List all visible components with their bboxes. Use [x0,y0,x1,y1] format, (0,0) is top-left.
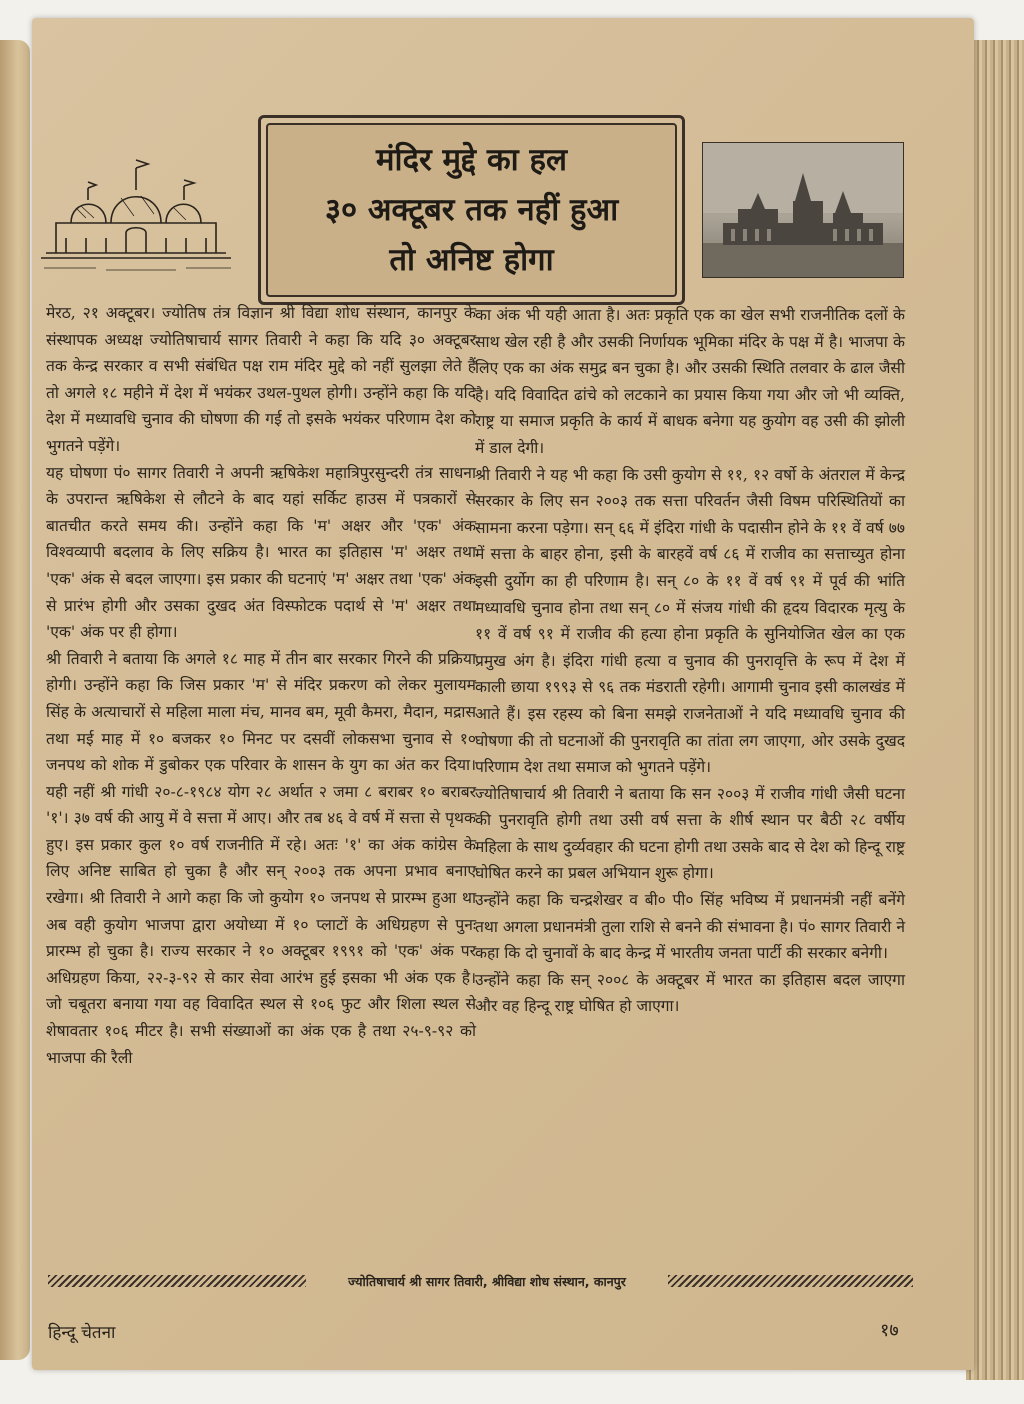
credit-hatch-right [668,1275,913,1287]
temple-model-photo [702,142,904,278]
credit-bar [48,1272,913,1290]
headline-line-3: तो अनिष्ट होगा [389,242,554,278]
article-credit: ज्योतिषाचार्य श्री सागर तिवारी, श्रीविद्या शोध संस्थान, कानपुर [348,1273,626,1289]
temple-sketch-illustration [36,128,236,278]
article-column-left: मेरठ, २१ अक्टूबर। ज्योतिष तंत्र विज्ञान श्री विद्या शोध संस्थान, कानपुर के संस्थापक अध्यक्ष ज्योतिषाचार्य सागर तिवारी ने कहा कि यदि ३० अक्टूबर तक केन्द्र सरकार व सभी संबंधित पक्ष राम मंदिर मुद्दे को नहीं सुलझा लेते हैं तो अगले १८ महीने में देश में भयंकर उथल-पुथल होगी। उन्होंने कहा कि यदि देश में मध्यावधि चुनाव की घोषणा की गई तो इसके भयंकर परिणाम देश को भुगतने पड़ेंगे। यह घोषणा पं० सागर तिवारी ने अपनी ऋषिकेश महात्रिपुरसुन्दरी तंत्र साधना के उपरान्त ऋषिकेश से लौटने के बाद यहां सर्किट हाउस में पत्रकारों से बातचीत करते समय की। उन्होंने कहा कि 'म' अक्षर और 'एक' अंक विश्वव्यापी बदलाव के लिए सक्रिय है। भारत का इतिहास 'म' अक्षर तथा 'एक' अंक से बदल जाएगा। इस प्रकार की घटनाएं 'म' अक्षर तथा 'एक' अंक से प्रारंभ होगी और उसका दुखद अंत विस्फोटक पदार्थ से 'म' अक्षर तथा 'एक' अंक पर ही होगा। श्री तिवारी ने बताया कि अगले १८ माह में तीन बार सरकार गिरने की प्रक्रिया होगी। उन्होंने कहा कि जिस प्रकार 'म' से मंदिर प्रकरण को लेकर मुलायम सिंह के अत्याचारों से महिला माला मंच, मानव बम, मूवी कैमरा, मैदान, मद्रास तथा मई माह में १० बजकर १० मिनट पर दसवीं लोकसभा चुनाव से १० जनपथ को शोक में डुबोकर एक परिवार के शासन के युग का अंत कर दिया। यही नहीं श्री गांधी २०-८-१९८४ योग २८ अर्थात २ जमा ८ बराबर १० बराबर '१'। ३७ वर्ष की आयु में वे सत्ता में आए। और तब ४६ वे वर्ष में सत्ता से पृथक हुए। इस प्रकार कुल १० वर्ष राजनीति में रहे। अतः '१' का अंक कांग्रेस के लिए अनिष्ट साबित हो चुका है और सन् २००३ तक अपना प्रभाव बनाए रखेगा। श्री तिवारी ने आगे कहा कि जो कुयोग १० जनपथ से प्रारम्भ हुआ था अब वही कुयोग भाजपा द्वारा अयोध्या में १० प्लाटों के अधिग्रहण से पुनः प्रारम्भ हो चुका है। राज्य सरकार ने १० अक्टूबर १९९१ को 'एक' अंक पर अधिग्रहण किया, २२-३-९२ से कार सेवा आरंभ हुई इसका भी अंक एक है। जो चबूतरा बनाया गया वह विवादित स्थल से १०६ फुट और शिला स्थल से शेषावतार १०६ मीटर है। सभी संख्याओं का अंक एक है तथा २५-९-९२ को भाजपा की रैली [46,304,476,1067]
page-number: १७ [880,1320,899,1341]
headline-line-1: मंदिर मुद्दे का हल [376,142,567,178]
credit-hatch-left [48,1275,306,1287]
headline-box [258,115,685,305]
headline-line-2: ३० अक्टूबर तक नहीं हुआ [324,192,619,228]
previous-page-edge [0,40,30,1360]
publication-name: हिन्दू चेतना [48,1323,116,1343]
article-column-right: का अंक भी यही आता है। अतः प्रकृति एक का खेल सभी राजनीतिक दलों के साथ खेल रही है और उसकी निर्णायक भूमिका मंदिर के पक्ष में है। भाजपा के लिए एक का अंक समुद्र बन चुका है। और उसकी स्थिति तलवार के ढाल जैसी है। यदि विवादित ढांचे को लटकाने का प्रयास किया गया और जो भी व्यक्ति, राष्ट्र या समाज प्रकृति के कार्य में बाधक बनेगा यह कुयोग वह उसी की झोली में डाल देगी। श्री तिवारी ने यह भी कहा कि उसी कुयोग से ११, १२ वर्षो के अंतराल में केन्द्र सरकार के लिए सन २००३ तक सत्ता परिवर्तन जैसी विषम परिस्थितियों का सामना करना पड़ेगा। सन् ६६ में इंदिरा गांधी के पदासीन होने के ११ वें वर्ष ७७ में सत्ता के बाहर होना, इसी के बारहवें वर्ष ८६ में राजीव का सत्ताच्युत होना इसी दुर्योग का ही परिणाम है। सन् ८० के ११ वें वर्ष ९१ में पूर्व की भांति मध्यावधि चुनाव होना तथा सन् ८० में संजय गांधी की हृदय विदारक मृत्यु के ११ वें वर्ष ९१ में राजीव की हत्या होना प्रकृति के सुनियोजित खेल का एक प्रमुख अंग है। इंदिरा गांधी हत्या व चुनाव की पुनरावृत्ति के रूप में देश में काली छाया १९९३ से ९६ तक मंडराती रहेगी। आगामी चुनाव इसी कालखंड में आते हैं। इस रहस्य को बिना समझे राजनेताओं ने यदि मध्यावधि चुनाव की घोषणा की तो घटनाओं की पुनरावृति का तांता लग जाएगा, ओर उसके दुखद परिणाम देश तथा समाज को भुगतने पड़ेंगे। ज्योतिषाचार्य श्री तिवारी ने बताया कि सन २००३ में राजीव गांधी जैसी घटना की पुनरावृति होगी तथा उसी वर्ष सत्ता के शीर्ष स्थान पर बैठी २८ वर्षीय महिला के साथ दुर्व्यवहार की घटना होगी तथा उसके बाद से देश को हिन्दू राष्ट्र घोषित करने का प्रबल अभियान शुरू होगा। उन्होंने कहा कि चन्द्रशेखर व बी० पी० सिंह भविष्य में प्रधानमंत्री नहीं बनेंगे तथा अगला प्रधानमंत्री तुला राशि से बनने की संभावना है। पं० सागर तिवारी ने कहा कि दो चुनावों के बाद केन्द्र में भारतीय जनता पार्टी की सरकार बनेगी। उन्होंने कहा कि सन् २००८ के अक्टूबर में भारत का इतिहास बदल जाएगा और वह हिन्दू राष्ट्र घोषित हो जाएगा। [475,306,905,1016]
page-stack-edge [966,40,1024,1380]
